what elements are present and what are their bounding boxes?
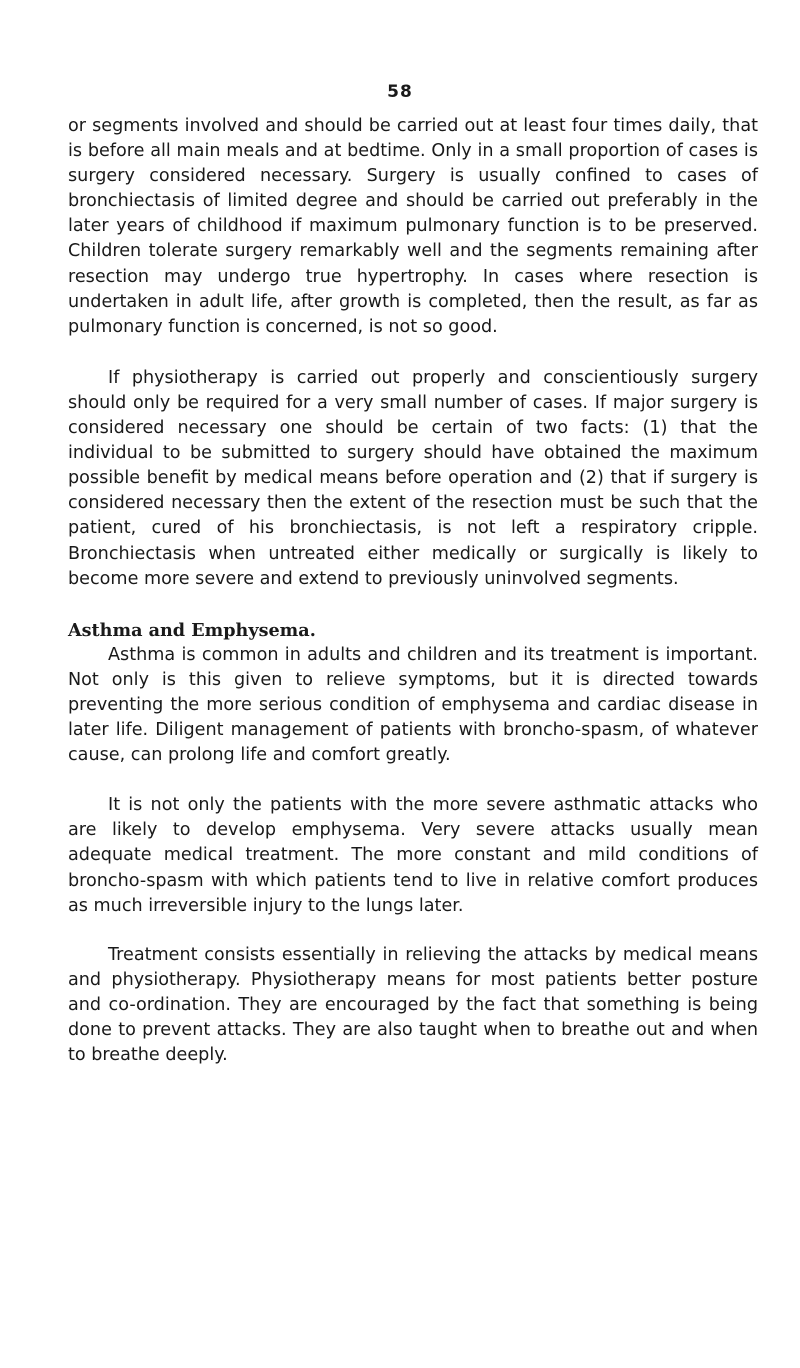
body-text — [68, 114, 758, 1068]
paragraph-physiotherapy-surgery: If physiotherapy is carried out properly and conscientiously surgery should only be required for a very small number of cases. If major surgery is considered necessary one should be certain of two facts: (1) that the individual to be submitted to surgery should have obtained the maximum possible benefit by medical means before operation and (2) that if surgery is considered necessary then the extent of the resection must be such that the patient, cured of his bronchiectasis, is not left a respiratory cripple. Bronchiectasis when untreated either medically or surgically is likely to become more severe and extend to previously uninvolved segments. — [68, 367, 758, 589]
paragraph-asthma-treatment: Asthma is common in adults and children and its treatment is important. Not only is this given to relieve symptoms, but it is directed towards preventing the more serious condition of emphysema and cardiac disease in later life. Diligent management of patients with broncho-spasm, of whatever cause, can prolong life and comfort greatly. — [68, 644, 758, 766]
paragraph-emphysema-risk: It is not only the patients with the more severe asthmatic attacks who are likely to develop emphysema. Very severe attacks usually mean adequate medical treatment. The more constant and mild conditions of broncho-spasm with which patients tend to live in relative comfort produces as much irreversible injury to the lungs later. — [68, 795, 758, 916]
paragraph-treatment-physiotherapy: Treatment consists essentially in relieving the attacks by medical means and physiotherapy. Physiotherapy means for most patients better posture and co-ordination. They are encouraged by the fact that something is being done to prevent attacks. They are also taught when to breathe out and when to breathe deeply. — [68, 944, 758, 1066]
paragraph-bronchiectasis-surgery: or segments involved and should be carried out at least four times daily, that is before all main meals and at bedtime. Only in a small proportion of cases is surgery considered necessary. Surgery is usually confined to cases of bronchiectasis of limited degree and should be carried out preferably in the later years of childhood if maximum pulmonary function is to be preserved. Children tolerate surgery remarkably well and the segments remaining after resection may undergo true hypertrophy. In cases where resection is undertaken in adult life, after growth is completed, then the result, as far as pulmonary function is concerned, is not so good. — [68, 116, 758, 337]
section-heading-asthma-emphysema: Asthma and Emphysema. — [68, 619, 316, 641]
page-number: 58 — [387, 82, 413, 102]
